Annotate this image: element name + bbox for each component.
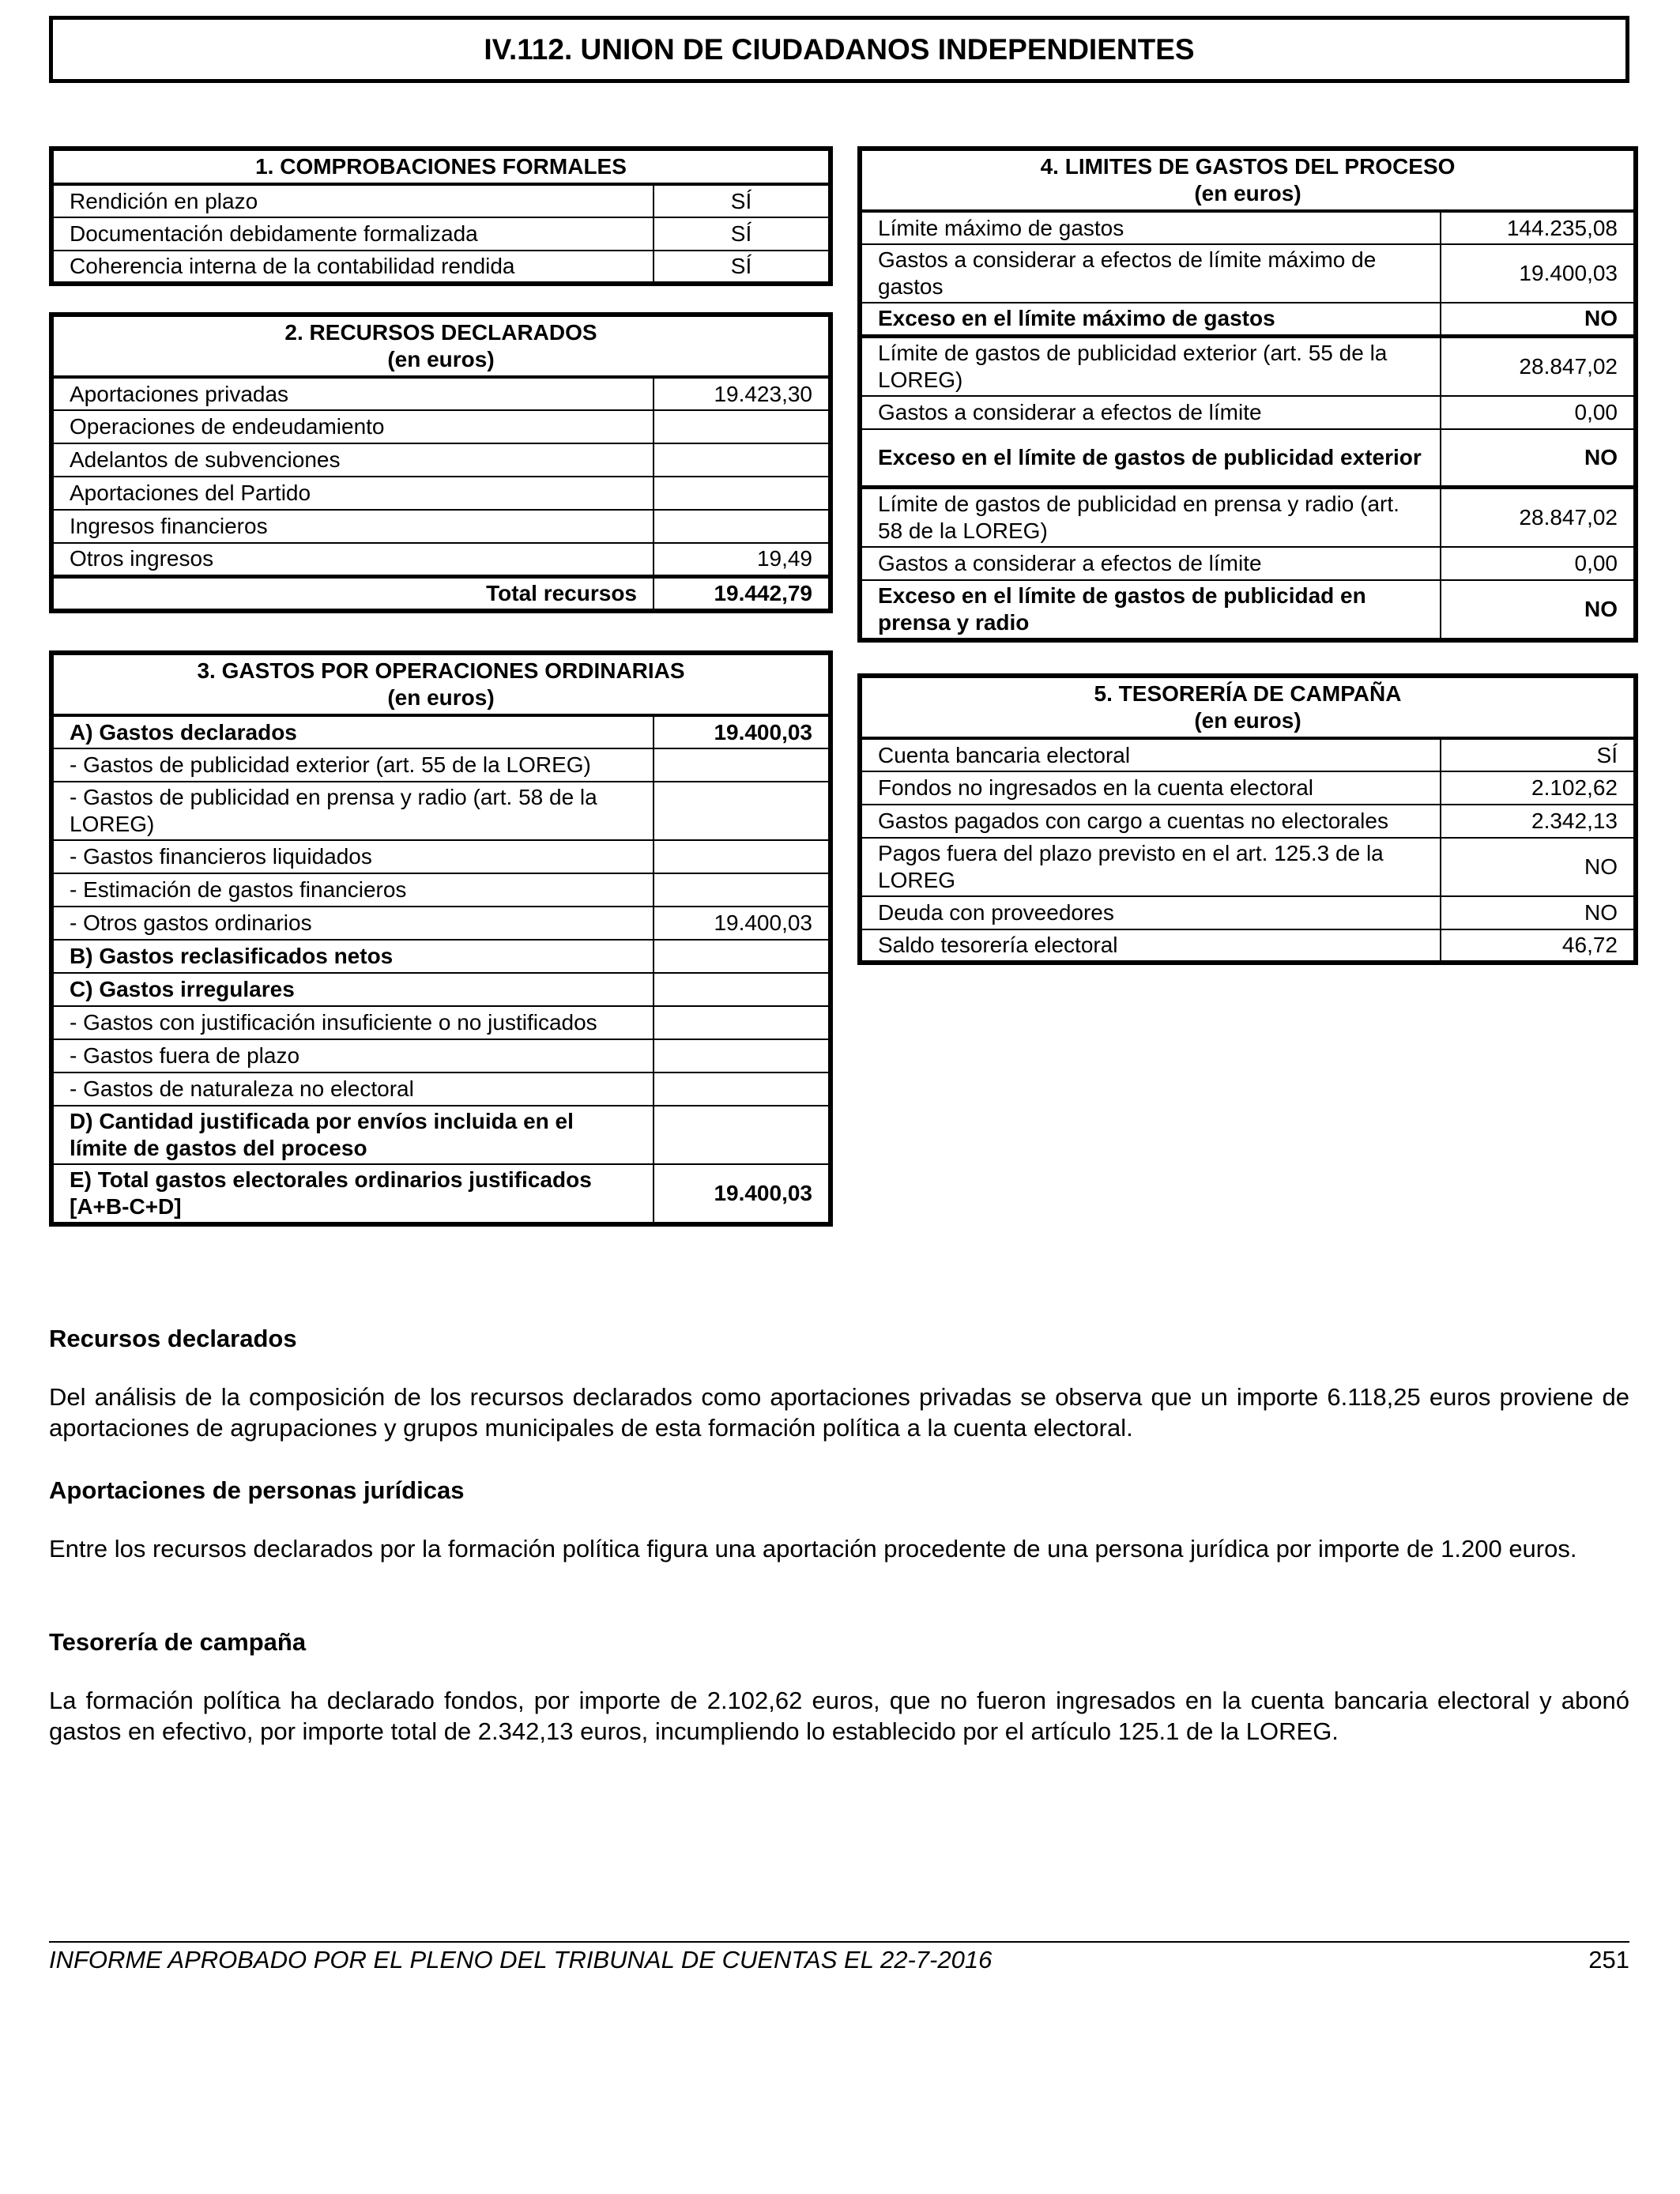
row-label: Límite de gastos de publicidad en prensa y radio (art. 58 de la LOREG) bbox=[860, 488, 1441, 548]
row-value bbox=[654, 510, 831, 543]
row-value: 0,00 bbox=[1441, 547, 1636, 580]
row-label: - Gastos de naturaleza no electoral bbox=[51, 1072, 654, 1106]
row-label: Documentación debidamente formalizada bbox=[51, 217, 654, 251]
section-heading: Recursos declarados bbox=[49, 1325, 297, 1352]
row-label: A) Gastos declarados bbox=[51, 715, 654, 748]
row-label: - Gastos financieros liquidados bbox=[51, 840, 654, 873]
row-value: SÍ bbox=[1441, 738, 1636, 771]
table-gastos-ordinarios bbox=[49, 650, 833, 1227]
row-label: Aportaciones privadas bbox=[51, 377, 654, 410]
table-recursos-declarados bbox=[49, 312, 833, 613]
total-label: Total recursos bbox=[51, 576, 654, 611]
table-tesoreria-campana bbox=[857, 673, 1638, 965]
footer-text: INFORME APROBADO POR EL PLENO DEL TRIBUNAL DE CUENTAS EL 22-7-2016 bbox=[49, 1946, 993, 1973]
row-value: 144.235,08 bbox=[1441, 211, 1636, 244]
row-value: SÍ bbox=[654, 217, 831, 251]
row-value bbox=[654, 873, 831, 907]
row-value: NO bbox=[1441, 303, 1636, 336]
row-label: Operaciones de endeudamiento bbox=[51, 410, 654, 443]
row-label: Rendición en plazo bbox=[51, 184, 654, 217]
row-value: 19.400,03 bbox=[654, 1164, 831, 1224]
row-label: Fondos no ingresados en la cuenta electoral bbox=[860, 771, 1441, 805]
row-value bbox=[654, 1072, 831, 1106]
row-value: NO bbox=[1441, 896, 1636, 929]
row-label: Límite de gastos de publicidad exterior (art. 55 de la LOREG) bbox=[860, 336, 1441, 396]
total-value: 19.442,79 bbox=[654, 576, 831, 611]
row-value: 19,49 bbox=[654, 543, 831, 576]
row-label: Otros ingresos bbox=[51, 543, 654, 576]
table-comprobaciones-formales bbox=[49, 146, 833, 286]
row-label: Gastos pagados con cargo a cuentas no electorales bbox=[860, 805, 1441, 838]
row-label: Cuenta bancaria electoral bbox=[860, 738, 1441, 771]
row-label: D) Cantidad justificada por envíos incluida en el límite de gastos del proceso bbox=[51, 1106, 654, 1164]
row-value: 19.423,30 bbox=[654, 377, 831, 410]
row-label: Gastos a considerar a efectos de límite bbox=[860, 547, 1441, 580]
row-label: Gastos a considerar a efectos de límite máximo de gastos bbox=[860, 244, 1441, 303]
table-title: 3. GASTOS POR OPERACIONES ORDINARIAS (en euros) bbox=[51, 653, 831, 715]
section-paragraph: Entre los recursos declarados por la formación política figura una aportación procedente de una persona jurídica por importe de 1.200 euros. bbox=[49, 1535, 1577, 1563]
row-value: 28.847,02 bbox=[1441, 488, 1636, 548]
row-value: NO bbox=[1441, 580, 1636, 640]
row-value bbox=[654, 1006, 831, 1039]
row-value: 46,72 bbox=[1441, 929, 1636, 963]
page-title: IV.112. UNION DE CIUDADANOS INDEPENDIENTES bbox=[49, 16, 1629, 83]
row-label: - Gastos fuera de plazo bbox=[51, 1039, 654, 1072]
row-label: - Estimación de gastos financieros bbox=[51, 873, 654, 907]
row-value: NO bbox=[1441, 838, 1636, 896]
row-value bbox=[654, 443, 831, 477]
row-value: SÍ bbox=[654, 251, 831, 284]
section-heading: Aportaciones de personas jurídicas bbox=[49, 1476, 465, 1504]
section-aportaciones-juridicas bbox=[49, 1475, 1629, 1564]
row-label: - Gastos con justificación insuficiente o no justificados bbox=[51, 1006, 654, 1039]
row-label: Exceso en el límite máximo de gastos bbox=[860, 303, 1441, 336]
table-title: 1. COMPROBACIONES FORMALES bbox=[51, 149, 831, 184]
row-label: - Gastos de publicidad exterior (art. 55 de la LOREG) bbox=[51, 748, 654, 782]
row-label: Deuda con proveedores bbox=[860, 896, 1441, 929]
section-paragraph: Del análisis de la composición de los recursos declarados como aportaciones privadas se observa que un importe 6.118,25 euros proviene de aportaciones de agrupaciones y grupos municipales de esta formación política a la cuenta electoral. bbox=[49, 1383, 1629, 1442]
row-value: 28.847,02 bbox=[1441, 336, 1636, 396]
table-limites-gastos bbox=[857, 146, 1638, 643]
row-value bbox=[654, 748, 831, 782]
row-label: Saldo tesorería electoral bbox=[860, 929, 1441, 963]
row-value bbox=[654, 840, 831, 873]
page-footer bbox=[49, 1941, 1629, 1974]
row-value: 2.342,13 bbox=[1441, 805, 1636, 838]
row-label: Límite máximo de gastos bbox=[860, 211, 1441, 244]
row-value bbox=[654, 477, 831, 510]
row-value: 2.102,62 bbox=[1441, 771, 1636, 805]
row-label: - Gastos de publicidad en prensa y radio (art. 58 de la LOREG) bbox=[51, 782, 654, 840]
row-label: Exceso en el límite de gastos de publicidad exterior bbox=[860, 429, 1441, 488]
row-label: B) Gastos reclasificados netos bbox=[51, 940, 654, 973]
section-paragraph: La formación política ha declarado fondos, por importe de 2.102,62 euros, que no fueron ingresados en la cuenta bancaria electoral y abonó gastos en efectivo, por importe total de 2.342,13 euros, incumpliendo lo establecido por el artículo 125.1 de la LOREG. bbox=[49, 1687, 1629, 1745]
row-label: Pagos fuera del plazo previsto en el art. 125.3 de la LOREG bbox=[860, 838, 1441, 896]
row-value bbox=[654, 973, 831, 1006]
row-value: 19.400,03 bbox=[654, 907, 831, 940]
row-value: NO bbox=[1441, 429, 1636, 488]
row-value bbox=[654, 1106, 831, 1164]
row-label: Coherencia interna de la contabilidad rendida bbox=[51, 251, 654, 284]
row-value bbox=[654, 410, 831, 443]
table-title: 5. TESORERÍA DE CAMPAÑA (en euros) bbox=[860, 676, 1636, 738]
row-label: Aportaciones del Partido bbox=[51, 477, 654, 510]
row-label: - Otros gastos ordinarios bbox=[51, 907, 654, 940]
row-value: 19.400,03 bbox=[654, 715, 831, 748]
section-heading: Tesorería de campaña bbox=[49, 1628, 307, 1656]
page-number: 251 bbox=[1588, 1946, 1629, 1973]
row-value bbox=[654, 1039, 831, 1072]
row-value: 0,00 bbox=[1441, 396, 1636, 429]
row-value bbox=[654, 782, 831, 840]
row-label: C) Gastos irregulares bbox=[51, 973, 654, 1006]
section-tesoreria-campana bbox=[49, 1627, 1629, 1747]
row-value: 19.400,03 bbox=[1441, 244, 1636, 303]
row-value: SÍ bbox=[654, 184, 831, 217]
row-label: Gastos a considerar a efectos de límite bbox=[860, 396, 1441, 429]
row-label: Exceso en el límite de gastos de publicidad en prensa y radio bbox=[860, 580, 1441, 640]
row-label: Ingresos financieros bbox=[51, 510, 654, 543]
row-label: E) Total gastos electorales ordinarios justificados [A+B-C+D] bbox=[51, 1164, 654, 1224]
section-recursos-declarados bbox=[49, 1323, 1629, 1443]
row-value bbox=[654, 940, 831, 973]
table-title: 4. LIMITES DE GASTOS DEL PROCESO (en euros) bbox=[860, 149, 1636, 211]
row-label: Adelantos de subvenciones bbox=[51, 443, 654, 477]
table-title: 2. RECURSOS DECLARADOS (en euros) bbox=[51, 315, 831, 377]
